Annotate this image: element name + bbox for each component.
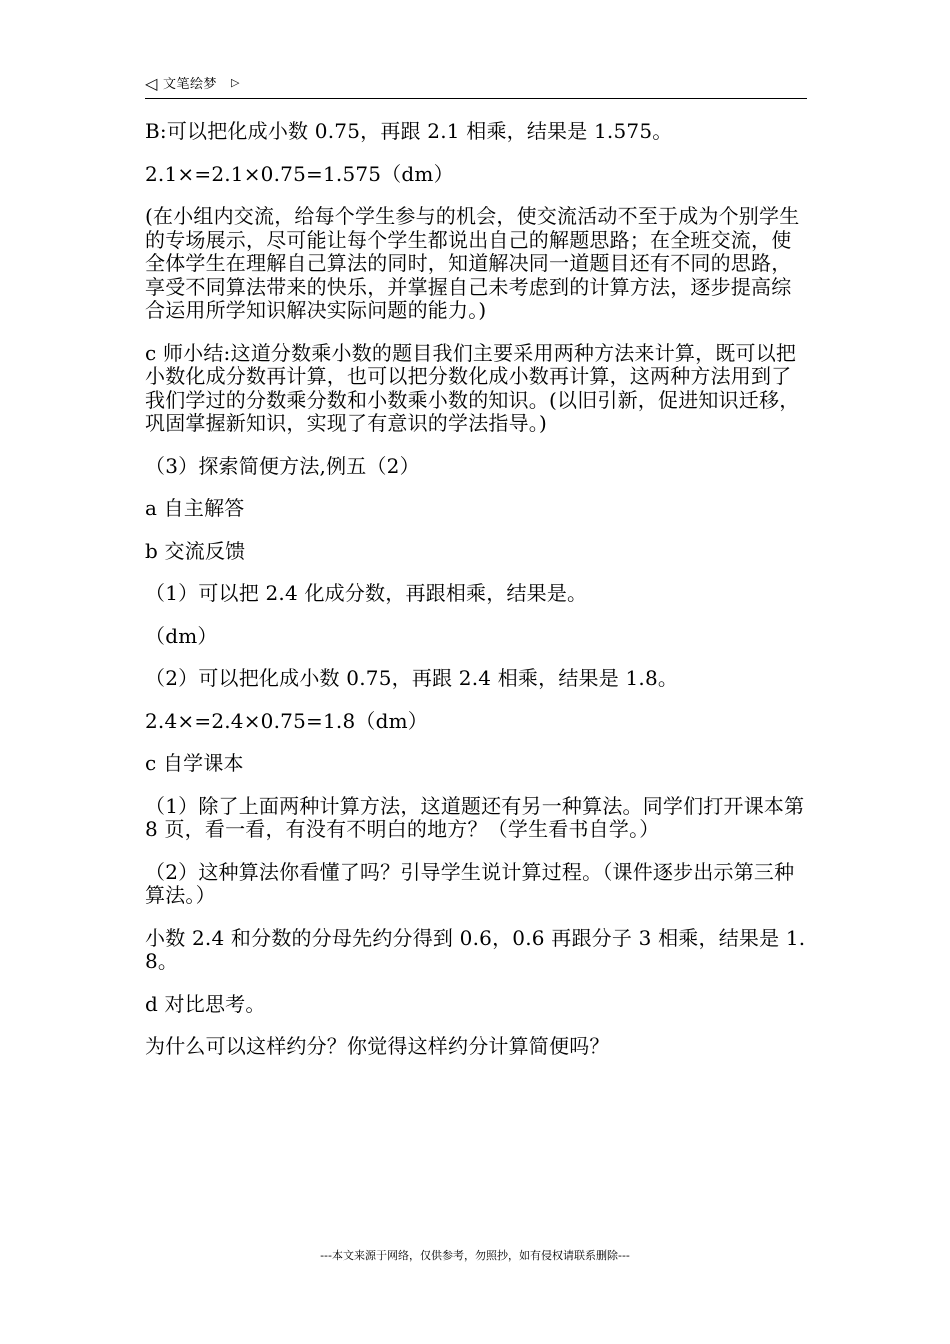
triangle-left-icon: ◁ [145,74,158,93]
triangle-right-icon: ▷ [231,76,240,89]
paragraph-explore-method: （3）探索简便方法,例五（2） [145,453,420,478]
paragraph-question: 为什么可以这样约分？你觉得这样约分计算简便吗？ [145,1034,610,1058]
paragraph-textbook: （1）除了上面两种计算方法，这道题还有另一种算法。同学们打开课本第 8 页，看一看，有没有不明白的地方？（学生看书自学。） [145,793,805,841]
paragraph-group-discussion: (在小组内交流，给每个学生参与的机会，使交流活动不至于成为个别学生的专场展示，尽可能让每个学生都说出自己的解题思路；在全班交流，使全体学生在理解自己算法的同时，知道解决同一道题目还有不同的思路，享受不同算法带来的快乐，并掌握自己未考虑到的计算方法，逐步提高综合运用所学知识解决实际问题的能力。) [145,204,800,322]
paragraph-equation-2: 2.4×=2.4×0.75=1.8（dm） [145,708,428,733]
paragraph-method-1: （1）可以把 2.4 化成分数，再跟相乘，结果是。 [145,581,588,605]
paragraph-method-2: （2）可以把化成小数 0.75，再跟 2.4 相乘，结果是 1.8。 [145,666,679,690]
header-title: 文笔绘梦 [163,77,218,92]
paragraph-self-answer: a 自主解答 [145,496,245,520]
page-header [145,74,807,99]
paragraph-equation-1: 2.1×=2.1×0.75=1.575（dm） [145,161,454,186]
document-body [145,120,810,1078]
paragraph-reduction: 小数 2.4 和分数的分母先约分得到 0.6，0.6 再跟分子 3 相乘，结果是 1.8。 [145,925,806,973]
paragraph-third-method: （2）这种算法你看懂了吗？引导学生说计算过程。（课件逐步出示第三种算法。） [145,859,795,907]
paragraph-compare: d 对比思考。 [145,991,266,1016]
paragraph-feedback: b 交流反馈 [145,538,246,563]
paragraph-teacher-summary: c 师小结:这道分数乘小数的题目我们主要采用两种方法来计算，既可以把小数化成分数再计算，也可以把分数化成小数再计算，这两种方法用到了我们学过的分数乘分数和小数乘小数的知识。(以旧引新，促进知识迁移，巩固掌握新知识，实现了有意识的学法指导。) [145,340,800,435]
paragraph-unit-dm: （dm） [145,623,218,648]
page-footer: ---本文来源于网络，仅供参考，勿照抄，如有侵权请联系删除--- [320,1249,630,1262]
paragraph-option-b: B:可以把化成小数 0.75，再跟 2.1 相乘，结果是 1.575。 [145,119,673,143]
paragraph-self-study: c 自学课本 [145,751,244,775]
